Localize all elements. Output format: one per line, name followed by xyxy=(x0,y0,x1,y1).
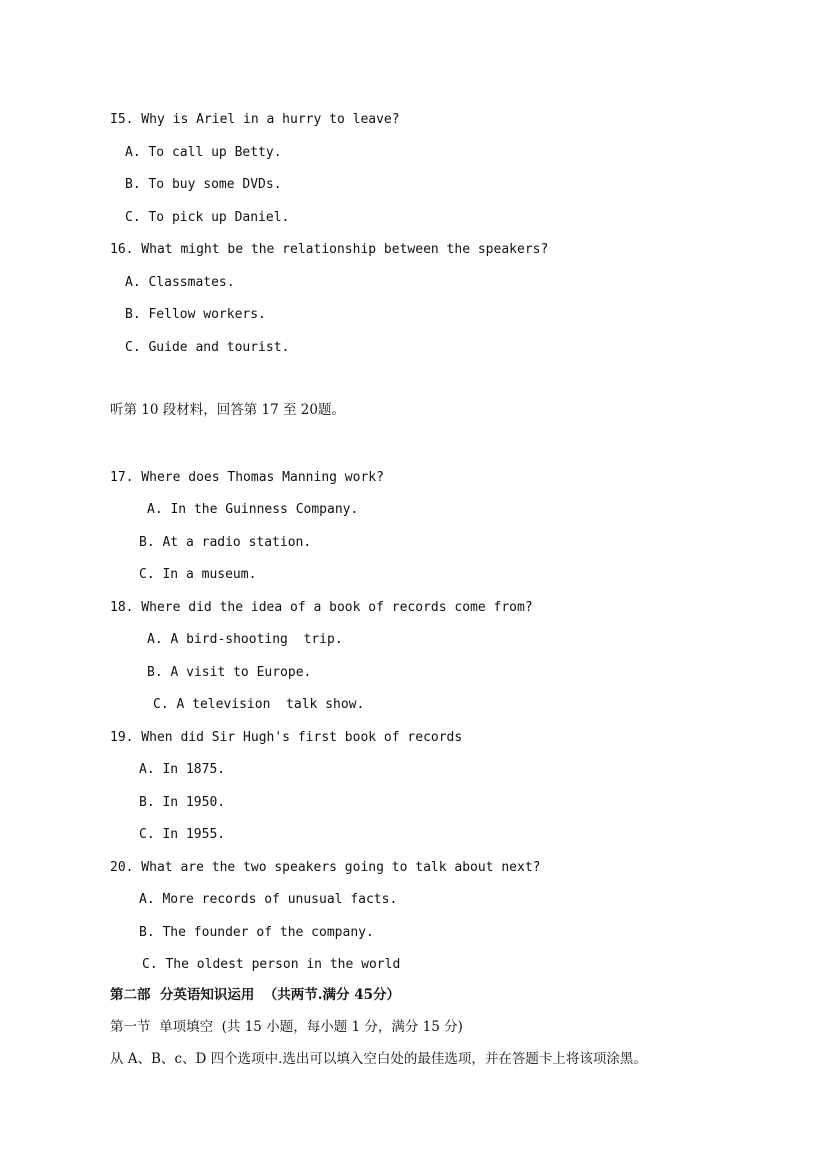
q19-option-b: B. In 1950. xyxy=(139,795,226,810)
q16-option-c: C. Guide and tourist. xyxy=(125,340,290,355)
q19-option-c: C. In 1955. xyxy=(139,827,226,842)
q16-stem: 16. What might be the relationship between the speakers? xyxy=(110,242,549,257)
q19-stem: 19. When did Sir Hugh's first book of records xyxy=(110,730,463,745)
part2-heading: 第二部 分英语知识运用 （共两节.满分 45分） xyxy=(110,987,400,1003)
q17-option-b: B. At a radio station. xyxy=(139,535,312,550)
q15-option-c: C. To pick up Daniel. xyxy=(125,210,290,225)
q17-option-c: C. In a museum. xyxy=(139,567,257,582)
q20-option-c: C. The oldest person in the world xyxy=(142,957,401,972)
q17-stem: 17. Where does Thomas Manning work? xyxy=(110,470,384,485)
q20-stem: 20. What are the two speakers going to talk about next? xyxy=(110,860,541,875)
q16-option-a: A. Classmates. xyxy=(125,275,235,290)
q18-stem: 18. Where did the idea of a book of records come from? xyxy=(110,600,533,615)
q18-option-c: C. A television talk show. xyxy=(153,697,365,712)
q15-option-a: A. To call up Betty. xyxy=(125,145,282,160)
part2-instruction: 从 A、B、c、D 四个选项中.选出可以填入空白处的最佳选项，并在答题卡上将该项涂黑。 xyxy=(110,1051,647,1067)
q18-option-a: A. A bird-shooting trip. xyxy=(147,632,343,647)
part2-section1: 第一节 单项填空 (共 15 小题，每小题 1 分，满分 15 分) xyxy=(110,1019,463,1035)
q18-option-b: B. A visit to Europe. xyxy=(147,665,312,680)
section-instruction: 听第 10 段材料，回答第 17 至 20题。 xyxy=(110,402,345,418)
q19-option-a: A. In 1875. xyxy=(139,762,226,777)
q16-option-b: B. Fellow workers. xyxy=(125,307,266,322)
q20-option-a: A. More records of unusual facts. xyxy=(139,892,398,907)
q15-option-b: B. To buy some DVDs. xyxy=(125,177,282,192)
q15-stem: I5. Why is Ariel in a hurry to leave? xyxy=(110,112,400,127)
q20-option-b: B. The founder of the company. xyxy=(139,925,374,940)
q17-option-a: A. In the Guinness Company. xyxy=(147,502,359,517)
